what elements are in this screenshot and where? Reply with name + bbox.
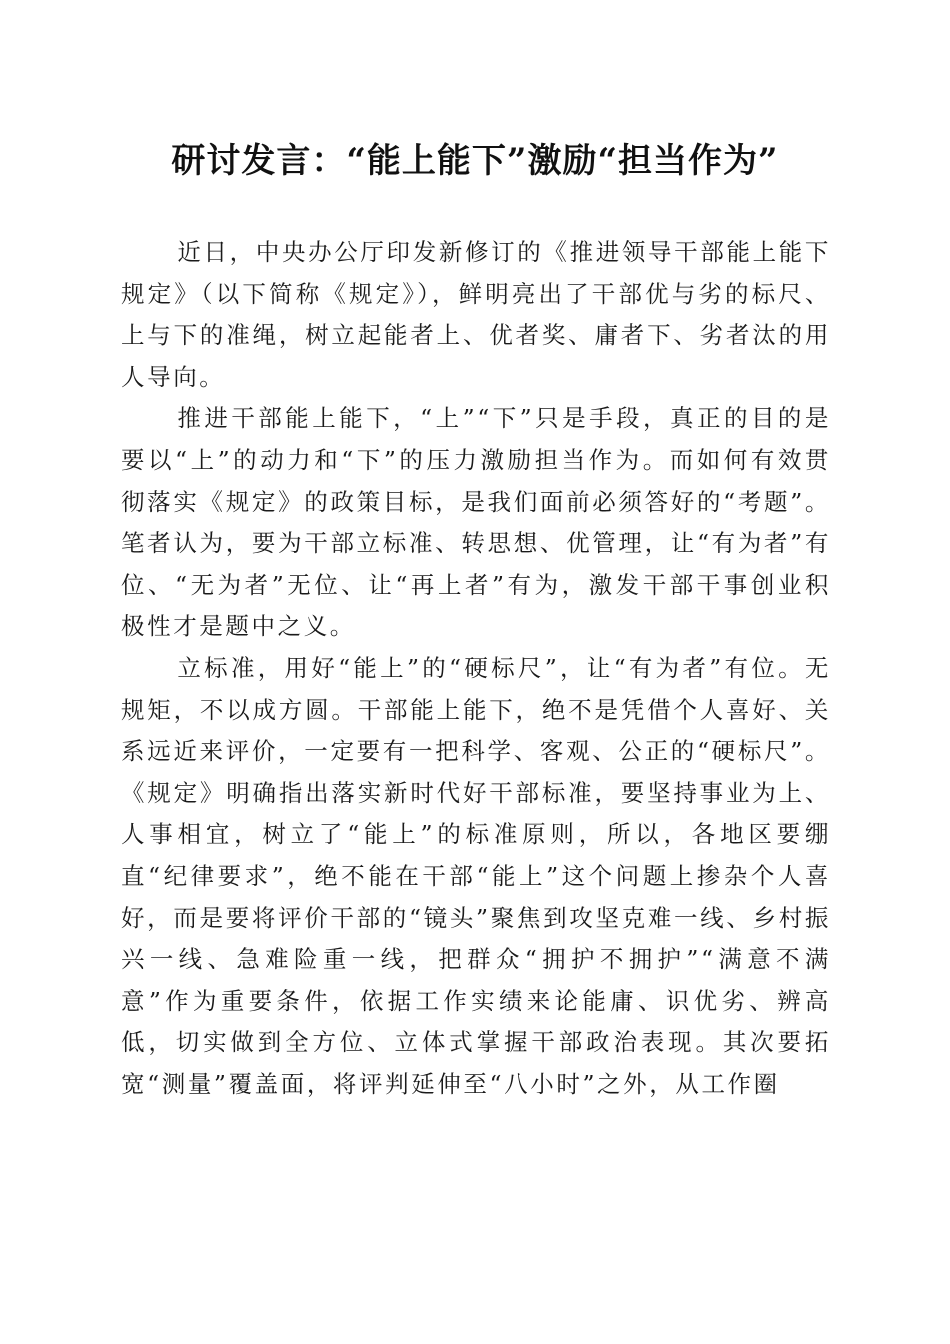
paragraph-1: 近日，中央办公厅印发新修订的《推进领导干部能上能下规定》（以下简称《规定》），鲜明亮出了干部优与劣的标尺、上与下的准绳，树立起能者上、优者奖、庸者下、劣者汰的用人导向。 <box>121 238 831 391</box>
document-body <box>121 232 831 1105</box>
document-title: 研讨发言：“能上能下”激励“担当作为” <box>171 141 779 181</box>
paragraph-3: 立标准，用好“能上”的“硬标尺”，让“有为者”有位。无规矩，不以成方圆。干部能上能下，绝不是凭借个人喜好、关系远近来评价，一定要有一把科学、客观、公正的“硬标尺”。《规定》明确指出落实新时代好干部标准，要坚持事业为上、人事相宜，树立了“能上”的标准原则，所以，各地区要绷直“纪律要求”，绝不能在干部“能上”这个问题上掺杂个人喜好，而是要将评价干部的“镜头”聚焦到攻坚克难一线、乡村振兴一线、急难险重一线，把群众“拥护不拥护”“满意不满意”作为重要条件，依据工作实绩来论能庸、识优劣、辨高低，切实做到全方位、立体式掌握干部政治表现。其次要拓宽“测量”覆盖面，将评判延伸至“八小时”之外，从工作圈 <box>121 653 831 1098</box>
paragraph-2: 推进干部能上能下，“上”“下”只是手段，真正的目的是要以“上”的动力和“下”的压力激励担当作为。而如何有效贯彻落实《规定》的政策目标，是我们面前必须答好的“考题”。笔者认为，要为干部立标准、转思想、优管理，让“有为者”有位、“无为者”无位、让“再上者”有为，激发干部干事创业积极性才是题中之义。 <box>121 404 831 641</box>
